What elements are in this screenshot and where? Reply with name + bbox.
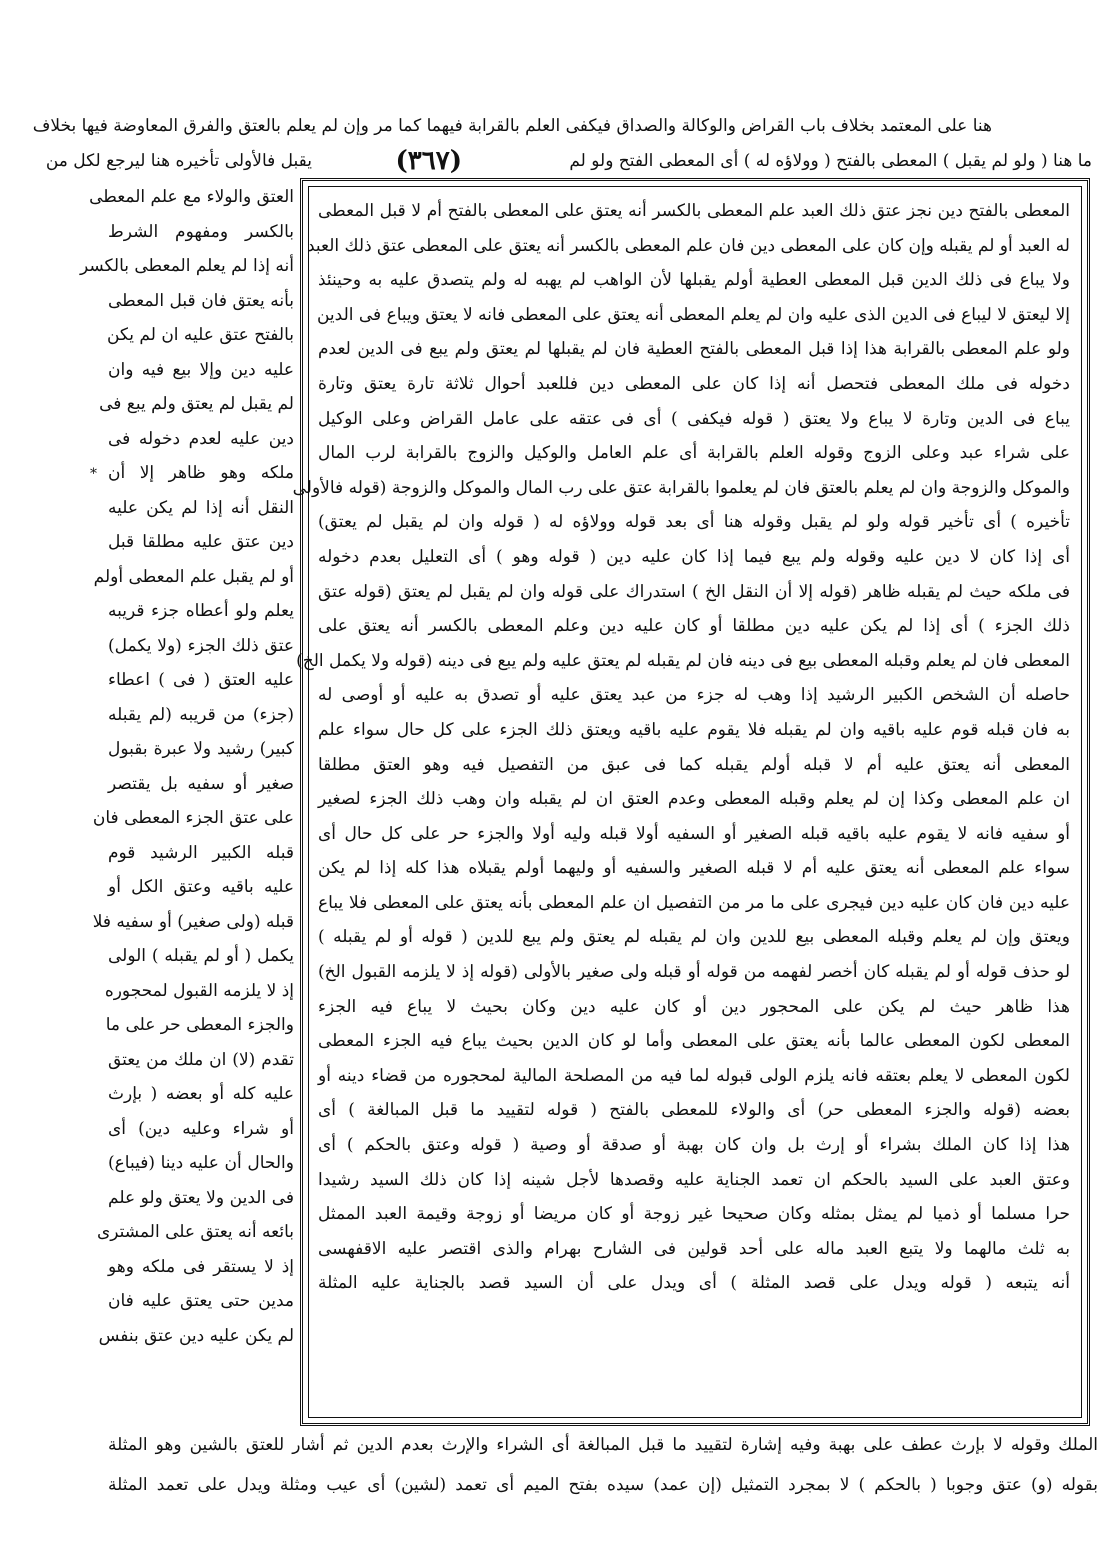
text-line: فى الدين ولا يعتق ولو علم xyxy=(108,1187,294,1208)
text-line: يكمل ( أو لم يقبله ) الولى xyxy=(108,946,294,966)
text-line: ولا يباع فى ذلك الدين قبل المعطى العطية أولم يقبلها لأن الواهب لم يهبه له ولم يتصدق عليه به وحينئذ xyxy=(318,270,1070,291)
text-line: قبله الكبير الرشيد قوم xyxy=(108,842,294,863)
text-line: حرا مسلما أو ذميا لم يمثل بمثله وكان صحيحا غير زوجة أو كان مريضا أو زوجة وقيمة العبد الممثل xyxy=(318,1204,1070,1225)
text-line: هذا إذا كان الملك بشراء أو إرث بل وان كان بهبة أو صدقة أو وصية ( قوله وعتق بالحكم ) أى xyxy=(318,1135,1070,1156)
text-line: بالكسر ومفهوم الشرط xyxy=(108,221,294,242)
text-line: عتق ذلك الجزء (ولا يكمل) xyxy=(108,635,294,656)
text-line: إلا ليعتق لا ليباع فى الدين الذى عليه وان لم يعلم المعطى أنه يعتق على المعطى فانه لا يعتق ويباع فى الدين xyxy=(316,304,1070,325)
header-right-text: يقبل فالأولى تأخيره هنا ليرجع لكل من xyxy=(45,151,312,171)
text-line: يباع فى الدين وتارة لا يباع ولا يعتق ( قوله فيكفى ) أى فى عتقه على عامل القراض وعلى الوكيل xyxy=(318,408,1070,429)
text-line: صغير أو سفيه بل يقتصر xyxy=(108,773,294,794)
text-line: والجزء المعطى حر على ما xyxy=(105,1015,294,1035)
bottom-line: بقوله (و) عتق وجوبا ( بالحكم ) لا بمجرد التمثيل (إن عمد) سيده بفتح الميم أى تعمد (لشين) أى عيب ومثلة ويدل على تعمد المثلة xyxy=(108,1475,1098,1495)
text-line: دخوله فى ملك المعطى فتحصل أنه إذا كان على المعطى دين فللعبد أحوال ثلاثة تارة يعتق وتارة xyxy=(318,373,1070,394)
text-line: دين عتق عليه مطلقا قبل xyxy=(108,532,294,552)
text-line: عليه باقيه وعتق الكل أو xyxy=(108,877,294,897)
text-line: والحال أن عليه دينا (فيباع) xyxy=(108,1153,294,1173)
text-line: مدين حتى يعتق عليه فان xyxy=(108,1291,294,1311)
text-line: تأخيره ) أى تأخير قوله ولو لم يقبل وقوله هنا أى بعد قوله وولاؤه له ( قوله وان لم يقبل لم يعتق) xyxy=(318,512,1070,533)
text-line: أو لم يقبل علم المعطى أولم xyxy=(93,566,294,587)
margin-mark: * xyxy=(90,466,97,482)
text-line: قبله (ولى صغير) أو سفيه فلا xyxy=(92,911,294,932)
bottom-text-block xyxy=(108,1425,1098,1505)
text-line: على عتق الجزء المعطى فان xyxy=(92,808,294,828)
page-number: (٣٦٧) xyxy=(395,146,462,176)
commentary-text xyxy=(292,194,1070,1301)
text-line: لو حذف قوله أو لم يقبله كان أخصر لفهمه من قوله أو قبله ولى صغير بالأولى (قوله إذ لا يلزمه القبول الخ) xyxy=(318,962,1070,983)
text-line: به ثلث مالهما ولا يتبع العبد ماله على أحد قولين فى الشارح بهرام والذى اقتصر عليه الاقفهسى xyxy=(318,1238,1070,1259)
text-line: بعضه (قوله والجزء المعطى حر) أى والولاء للمعطى بالفتح ( قوله لتقييد ما قبل المبالغة ) أى xyxy=(318,1100,1070,1121)
text-line: عليه دين فان كان عليه دين فيجرى على ما مر من التفصيل ان علم المعطى بأنه يعتق على المعطى فلا يباع xyxy=(318,892,1070,913)
text-line: عليه كله أو بعضه ( بإرث xyxy=(108,1084,294,1104)
header-left-text: ما هنا ( ولو لم يقبل ) المعطى بالفتح ( وولاؤه له ) أى المعطى الفتح ولو لم xyxy=(569,151,1092,171)
text-line: بائعه أنه يعتق على المشترى xyxy=(96,1222,294,1242)
text-line: سواء علم المعطى أنه يعتق عليه أم لا قبله الصغير والسفيه أو وليهما أولم يقبلاه هذا كله إذا لم يكن xyxy=(318,858,1070,879)
text-line: إذ لا يستقر فى ملكه وهو xyxy=(108,1256,294,1277)
text-line: عليه العتق ( فى ) اعطاء xyxy=(108,670,294,690)
text-line: المعطى بالفتح دين نجز عتق ذلك العبد علم المعطى بالكسر أنه يعتق على المعطى بالفتح أم لا قبل المعطى xyxy=(318,201,1070,221)
text-line: أو سفيه فانه لا يقوم عليه باقيه قبله الصغير أو السفيه أولا قبله وليه أولا والجزء حر على كل حال أى xyxy=(318,823,1070,844)
text-line: كبير) رشيد ولا عبرة بقبول xyxy=(108,739,294,759)
text-line: ان علم المعطى وكذا إن لم يعلم وقبله المعطى وعدم العتق ان لم يقبله وان وهب ذلك الجزء لصغير xyxy=(318,789,1070,810)
text-line: ذلك الجزء ) أى إذا لم يكن عليه دين مطلقا أو كان عليه دين وعلم المعطى بالكسر أنه يعتق على xyxy=(318,616,1070,637)
text-line: أنه إذا لم يعلم المعطى بالكسر xyxy=(79,256,294,276)
text-line: والموكل والزوجة وان لم يعلم بالعتق فان لم يعلموا بالقرابة عتق على رب المال والموكل والزوجة (قوله فالأولى xyxy=(292,477,1070,498)
text-line: به فان قبله قوم عليه باقيه وان لم يقبله فلا يقوم عليه باقيه ويعتق ذلك الجزء على كل حال سواء علم xyxy=(318,719,1070,740)
text-line: يعلم ولو أعطاه جزء قريبه xyxy=(108,601,294,621)
text-line: العتق والولاء مع علم المعطى xyxy=(89,187,294,207)
text-line: المعطى فان لم يعلم وقبله المعطى بيع فى دينه فان لم يقبله لم يعتق عليه ولم يبع فى دينه (قوله ولا يكمل الخ) xyxy=(296,650,1070,671)
margin-column-text xyxy=(79,180,294,1353)
text-line: المعطى أنه يعتق عليه أم لا قبله أولم يقبله كما فى عبق من التفصيل فيه وهو العتق مطلقا xyxy=(318,754,1070,775)
bottom-line: الملك وقوله لا بإرث عطف على بهبة وفيه إشارة لتقييد ما قبل المبالغة أى الشراء والإرث بعدم الدين ثم أشار للعتق بالشين وهو المثلة xyxy=(108,1435,1098,1455)
text-line: وعتق العبد على السيد بالحكم ان تعمد الجناية عليه وقصدها لأجل شينه إذا كان ذلك السيد رشيدا xyxy=(318,1169,1070,1190)
text-line: لكون المعطى لا يعلم بعتقه فانه يلزم الولى قبوله لما فيه من المصلحة المالية لمحجوره من قضاء دينه أو xyxy=(318,1065,1070,1086)
text-line: بأنه يعتق فان قبل المعطى xyxy=(108,290,294,311)
text-line: ولو علم المعطى بالقرابة هذا إذا قبل المعطى بالفتح العطية فان لم يقبلها لم يعتق ولم يبع فى الدين لعدم xyxy=(318,339,1070,360)
text-line: ويعتق وإن لم يعلم وقبله المعطى بيع للدين وان لم يقبله لم يعتق ولم يبع للدين ( قوله أو لم يقبله ) xyxy=(318,927,1070,948)
text-line: لم يقبل لم يعتق ولم يبع فى xyxy=(99,394,294,414)
text-line: هذا ظاهر حيث لم يكن على المحجور دين أو كان عليه دين وكان بحيث لا يباع فيه الجزء xyxy=(318,996,1070,1017)
text-line: ملكه وهو ظاهر إلا أن xyxy=(108,463,294,483)
text-line: على شراء عبد وعلى الزوج وقوله العلم بالقرابة أى علم العامل والوكيل والزوج بالقرابة لرب المال xyxy=(318,443,1070,464)
text-line: تقدم (لا) ان ملك من يعتق xyxy=(108,1049,294,1070)
text-line: لم يكن عليه دين عتق بنفس xyxy=(98,1325,294,1346)
text-line: أو شراء وعليه دين) أى xyxy=(108,1118,294,1139)
text-line: فى ملكه حيث لم يقبله ظاهر (قوله إلا أن النقل الخ ) استدراك على قوله وان لم يقبل لم يعتق (قوله عتق xyxy=(318,581,1070,602)
text-line: إذ لا يلزمه القبول لمحجوره xyxy=(104,980,294,1001)
text-line: عليه دين وإلا بيع فيه وان xyxy=(108,359,294,380)
running-header xyxy=(45,142,1112,180)
text-line: له العبد أو لم يقبله وإن كان على المعطى دين فان علم المعطى بالكسر أنه يعتق على المعطى عتق ذلك العبد xyxy=(307,235,1070,256)
text-line: المعطى لكون المعطى عالما بأنه يعتق على المعطى وأما لو كان الدين بحيث يباع فيه الجزء المعطى xyxy=(318,1031,1070,1052)
text-line: أى إذا كان لا دين عليه وقوله ولم يبع فيما إذا كان عليه دين ( قوله وهو ) أى التعليل بعدم دخوله xyxy=(318,546,1070,567)
text-line: (جزء) من قريبه (لم يقبله xyxy=(108,704,294,725)
text-line: دين عليه لعدم دخوله فى xyxy=(108,428,294,449)
text-line: حاصله أن الشخص الكبير الرشيد إذا وهب له جزء من عبد يعتق عليه أو تصدق به عليه أو أوصى له xyxy=(318,685,1070,706)
text-line: النقل أنه إذا لم يكن عليه xyxy=(108,497,294,518)
text-line: أنه يتبعه ( قوله ويدل على قصد المثلة ) أى ويدل على أن السيد قصد بالجناية عليه المثلة xyxy=(318,1273,1070,1294)
text-line: بالفتح عتق عليه ان لم يكن xyxy=(106,325,294,345)
top-line: هنا على المعتمد بخلاف باب القراض والوكالة والصداق فيكفى العلم بالقرابة فيهما كما مر وإن لم يعلم بالعتق والفرق المعاوضة فيها بخلاف xyxy=(32,116,992,136)
